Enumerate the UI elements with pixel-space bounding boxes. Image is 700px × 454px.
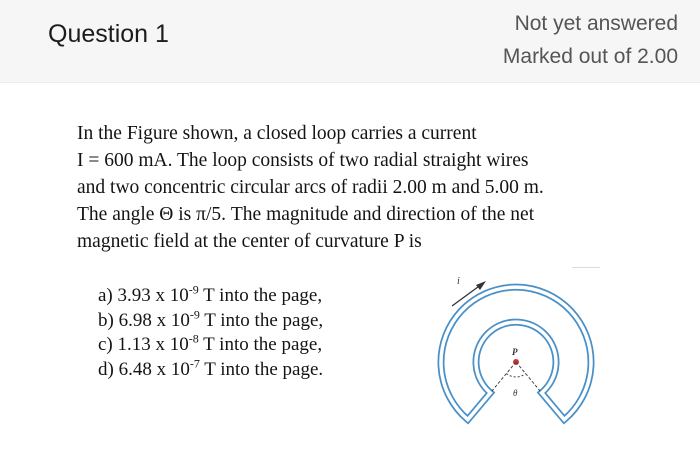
current-label: i [457, 276, 460, 287]
answer-option-a[interactable] [98, 284, 323, 309]
answer-text: T into the page, [198, 285, 323, 306]
answer-text: T into the page, [199, 309, 324, 331]
question-line: I = 600 mA. The loop consists of two radial straight wires [77, 150, 529, 171]
loop-figure [420, 262, 620, 447]
question-text [77, 120, 637, 255]
question-line: The angle Θ is π/5. The magnitude and direction of the net [77, 204, 535, 225]
current-arrow-head [476, 281, 486, 290]
question-status [503, 7, 678, 73]
center-label: P [512, 347, 518, 357]
answer-option-d[interactable] [98, 358, 323, 383]
answer-text: b) 6.98 x 10 [98, 309, 190, 331]
answer-text: T into the page. [199, 358, 324, 380]
answer-text: T into the page, [198, 334, 323, 355]
answer-exponent: -9 [188, 282, 199, 297]
angle-ray-right [516, 362, 542, 393]
answer-exponent: -9 [189, 307, 200, 322]
answer-options [98, 284, 323, 382]
answer-option-b[interactable] [98, 309, 323, 334]
answer-option-c[interactable] [98, 333, 323, 358]
marks-info: Marked out of 2.00 [502, 45, 678, 68]
answer-exponent: -8 [188, 331, 199, 346]
question-line: and two concentric circular arcs of radii 2.00 m and 5.00 m. [77, 177, 544, 198]
answer-text: a) 3.93 x 10 [98, 285, 189, 306]
question-line: In the Figure shown, a closed loop carries a current [77, 123, 477, 144]
angle-arc [506, 374, 525, 377]
answer-status: Not yet answered [514, 12, 678, 35]
question-number: Question 1 [48, 20, 169, 48]
answer-exponent: -7 [189, 356, 200, 371]
answer-text: d) 6.48 x 10 [98, 358, 190, 380]
question-line: magnetic field at the center of curvature P is [77, 231, 422, 252]
angle-label: θ [513, 388, 518, 398]
question-header [0, 0, 700, 83]
answer-text: c) 1.13 x 10 [98, 334, 189, 355]
